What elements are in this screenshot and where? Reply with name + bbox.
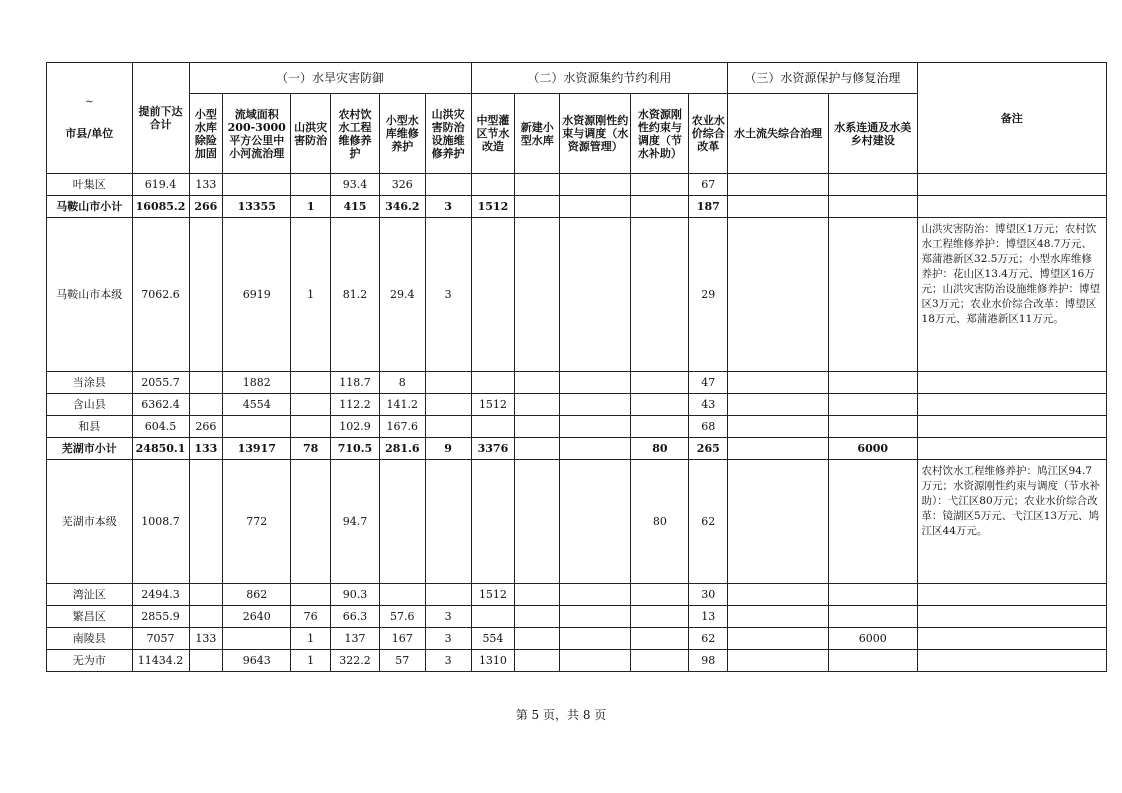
row-value-col-12 bbox=[728, 218, 829, 372]
row-value-col-13 bbox=[828, 196, 917, 218]
row-value-col-4: 102.9 bbox=[331, 416, 380, 438]
row-value-col-7: 3376 bbox=[471, 438, 515, 460]
row-value-col-3 bbox=[291, 174, 331, 196]
row-value-col-11: 13 bbox=[689, 606, 728, 628]
row-unit-name: 芜湖市本级 bbox=[47, 460, 133, 584]
row-value-col-13 bbox=[828, 650, 917, 672]
row-value-col-5: 167 bbox=[379, 628, 425, 650]
row-value-col-12 bbox=[728, 372, 829, 394]
row-value-col-12 bbox=[728, 196, 829, 218]
row-unit-name: 南陵县 bbox=[47, 628, 133, 650]
table-row bbox=[47, 584, 1107, 606]
row-unit-name: 芜湖市小计 bbox=[47, 438, 133, 460]
row-value-col-2 bbox=[223, 174, 291, 196]
row-value-col-1: 266 bbox=[189, 196, 223, 218]
col-header-small-reservoir-maintenance: 小型水库维修养护 bbox=[379, 94, 425, 174]
row-value-col-4: 94.7 bbox=[331, 460, 380, 584]
row-value-col-5: 29.4 bbox=[379, 218, 425, 372]
row-unit-name: 叶集区 bbox=[47, 174, 133, 196]
row-value-col-2: 4554 bbox=[223, 394, 291, 416]
row-value-col-10 bbox=[631, 650, 689, 672]
row-value-col-2: 2640 bbox=[223, 606, 291, 628]
row-value-col-8 bbox=[515, 584, 560, 606]
row-unit-name: 含山县 bbox=[47, 394, 133, 416]
row-total: 1008.7 bbox=[132, 460, 189, 584]
row-value-col-12 bbox=[728, 606, 829, 628]
allocation-table-sheet bbox=[46, 62, 1107, 672]
row-total: 2855.9 bbox=[132, 606, 189, 628]
row-value-col-1: 133 bbox=[189, 628, 223, 650]
group2-header: （二）水资源集约节约利用 bbox=[471, 63, 728, 94]
row-value-col-8 bbox=[515, 218, 560, 372]
col-header-water-saving-subsidy: 水资源刚性约束与调度（节水补助） bbox=[631, 94, 689, 174]
row-value-col-8 bbox=[515, 438, 560, 460]
row-value-col-3 bbox=[291, 584, 331, 606]
row-value-col-10 bbox=[631, 584, 689, 606]
row-total: 619.4 bbox=[132, 174, 189, 196]
row-value-col-7: 1512 bbox=[471, 394, 515, 416]
row-remark bbox=[917, 606, 1106, 628]
row-value-col-8 bbox=[515, 394, 560, 416]
col-header-flood-facility-maintenance: 山洪灾害防治设施维修养护 bbox=[425, 94, 471, 174]
row-value-col-12 bbox=[728, 438, 829, 460]
row-value-col-9 bbox=[560, 394, 631, 416]
row-total: 16085.2 bbox=[132, 196, 189, 218]
row-value-col-13 bbox=[828, 174, 917, 196]
row-value-col-13: 6000 bbox=[828, 438, 917, 460]
row-value-col-9 bbox=[560, 584, 631, 606]
row-value-col-13 bbox=[828, 416, 917, 438]
col-header-small-reservoir-reinforcement: 小型水库除险加固 bbox=[189, 94, 223, 174]
row-value-col-8 bbox=[515, 460, 560, 584]
row-value-col-5: 141.2 bbox=[379, 394, 425, 416]
row-value-col-5 bbox=[379, 584, 425, 606]
subtotal-row bbox=[47, 196, 1107, 218]
table-row bbox=[47, 174, 1107, 196]
row-value-col-9 bbox=[560, 372, 631, 394]
row-value-col-5: 346.2 bbox=[379, 196, 425, 218]
table-body bbox=[47, 174, 1107, 672]
row-total: 24850.1 bbox=[132, 438, 189, 460]
row-value-col-12 bbox=[728, 460, 829, 584]
row-total: 2055.7 bbox=[132, 372, 189, 394]
row-value-col-1 bbox=[189, 394, 223, 416]
row-value-col-2: 862 bbox=[223, 584, 291, 606]
row-value-col-6: 9 bbox=[425, 438, 471, 460]
row-remark bbox=[917, 394, 1106, 416]
row-value-col-9 bbox=[560, 628, 631, 650]
row-value-col-7 bbox=[471, 460, 515, 584]
row-value-col-5 bbox=[379, 460, 425, 584]
row-value-col-1 bbox=[189, 460, 223, 584]
col-header-rural-water-maintenance: 农村饮水工程维修养护 bbox=[331, 94, 380, 174]
row-value-col-11: 29 bbox=[689, 218, 728, 372]
row-value-col-1: 266 bbox=[189, 416, 223, 438]
col-header-flood-prevention: 山洪灾害防治 bbox=[291, 94, 331, 174]
table-row bbox=[47, 606, 1107, 628]
row-value-col-10: 80 bbox=[631, 460, 689, 584]
group3-header: （三）水资源保护与修复治理 bbox=[728, 63, 917, 94]
table-row bbox=[47, 416, 1107, 438]
row-value-col-4: 137 bbox=[331, 628, 380, 650]
row-value-col-7 bbox=[471, 218, 515, 372]
row-value-col-3: 1 bbox=[291, 218, 331, 372]
row-value-col-3 bbox=[291, 416, 331, 438]
col-header-river-governance: 流域面积200-3000平方公里中小河流治理 bbox=[223, 94, 291, 174]
corner-mark: ~ bbox=[85, 97, 94, 108]
row-total: 7057 bbox=[132, 628, 189, 650]
row-value-col-11: 62 bbox=[689, 628, 728, 650]
row-total: 7062.6 bbox=[132, 218, 189, 372]
col-header-irrigation-renovation: 中型灌区节水改造 bbox=[471, 94, 515, 174]
row-remark bbox=[917, 372, 1106, 394]
unit-header bbox=[47, 63, 133, 174]
row-value-col-9 bbox=[560, 438, 631, 460]
row-value-col-3: 1 bbox=[291, 650, 331, 672]
row-value-col-1 bbox=[189, 650, 223, 672]
row-value-col-9 bbox=[560, 606, 631, 628]
row-value-col-6: 3 bbox=[425, 650, 471, 672]
row-value-col-9 bbox=[560, 460, 631, 584]
row-total: 2494.3 bbox=[132, 584, 189, 606]
row-value-col-7: 1310 bbox=[471, 650, 515, 672]
row-value-col-6 bbox=[425, 416, 471, 438]
row-value-col-13: 6000 bbox=[828, 628, 917, 650]
row-value-col-12 bbox=[728, 650, 829, 672]
row-value-col-13 bbox=[828, 606, 917, 628]
row-value-col-4: 90.3 bbox=[331, 584, 380, 606]
row-value-col-8 bbox=[515, 196, 560, 218]
row-value-col-11: 30 bbox=[689, 584, 728, 606]
row-remark bbox=[917, 438, 1106, 460]
row-value-col-2: 13355 bbox=[223, 196, 291, 218]
row-value-col-10 bbox=[631, 372, 689, 394]
row-value-col-13 bbox=[828, 218, 917, 372]
table-header bbox=[47, 63, 1107, 174]
row-value-col-4: 66.3 bbox=[331, 606, 380, 628]
row-value-col-11: 68 bbox=[689, 416, 728, 438]
table-row bbox=[47, 460, 1107, 584]
row-value-col-4: 710.5 bbox=[331, 438, 380, 460]
row-unit-name: 和县 bbox=[47, 416, 133, 438]
col-header-soil-erosion: 水土流失综合治理 bbox=[728, 94, 829, 174]
row-value-col-13 bbox=[828, 394, 917, 416]
row-value-col-13 bbox=[828, 372, 917, 394]
row-remark bbox=[917, 174, 1106, 196]
row-remark bbox=[917, 650, 1106, 672]
row-value-col-1 bbox=[189, 218, 223, 372]
row-remark: 山洪灾害防治：博望区1万元；农村饮水工程维修养护：博望区48.7万元、郑蒲港新区32.5万元；小型水库维修养护：花山区13.4万元、博望区16万元；山洪灾害防治设施维修养护：博望区3万元；农业水价综合改革：博望区18万元、郑蒲港新区11万元。 bbox=[917, 218, 1106, 372]
row-value-col-7 bbox=[471, 416, 515, 438]
row-unit-name: 马鞍山市小计 bbox=[47, 196, 133, 218]
row-value-col-5: 326 bbox=[379, 174, 425, 196]
page-footer: 第 5 页，共 8 页 bbox=[515, 708, 607, 722]
row-value-col-5: 57.6 bbox=[379, 606, 425, 628]
row-value-col-9 bbox=[560, 218, 631, 372]
row-value-col-4: 81.2 bbox=[331, 218, 380, 372]
table-row bbox=[47, 628, 1107, 650]
row-value-col-4: 118.7 bbox=[331, 372, 380, 394]
row-value-col-6 bbox=[425, 584, 471, 606]
row-value-col-2: 13917 bbox=[223, 438, 291, 460]
row-value-col-11: 98 bbox=[689, 650, 728, 672]
row-remark bbox=[917, 196, 1106, 218]
row-value-col-9 bbox=[560, 196, 631, 218]
col-header-water-price-reform: 农业水价综合改革 bbox=[689, 94, 728, 174]
row-value-col-2 bbox=[223, 628, 291, 650]
row-value-col-7: 1512 bbox=[471, 196, 515, 218]
row-value-col-10 bbox=[631, 218, 689, 372]
row-value-col-13 bbox=[828, 460, 917, 584]
unit-header-label: 市县/单位 bbox=[65, 127, 114, 140]
row-value-col-7: 1512 bbox=[471, 584, 515, 606]
col-header-water-resource-management: 水资源刚性约束与调度（水资源管理） bbox=[560, 94, 631, 174]
col-header-new-small-reservoir: 新建小型水库 bbox=[515, 94, 560, 174]
row-value-col-8 bbox=[515, 174, 560, 196]
row-value-col-3: 1 bbox=[291, 196, 331, 218]
row-value-col-10 bbox=[631, 394, 689, 416]
row-value-col-7 bbox=[471, 372, 515, 394]
row-value-col-8 bbox=[515, 416, 560, 438]
row-remark bbox=[917, 416, 1106, 438]
row-remark: 农村饮水工程维修养护：鸠江区94.7万元；水资源刚性约束与调度（节水补助）：弋江区80万元；农业水价综合改革：镜湖区5万元、弋江区13万元、鸠江区44万元。 bbox=[917, 460, 1106, 584]
row-value-col-5: 281.6 bbox=[379, 438, 425, 460]
row-value-col-9 bbox=[560, 416, 631, 438]
row-value-col-6: 3 bbox=[425, 606, 471, 628]
row-value-col-11: 62 bbox=[689, 460, 728, 584]
row-value-col-2: 9643 bbox=[223, 650, 291, 672]
row-remark bbox=[917, 628, 1106, 650]
row-value-col-10 bbox=[631, 174, 689, 196]
row-value-col-5: 8 bbox=[379, 372, 425, 394]
col-header-water-connectivity: 水系连通及水美乡村建设 bbox=[828, 94, 917, 174]
row-value-col-1 bbox=[189, 584, 223, 606]
row-value-col-12 bbox=[728, 416, 829, 438]
row-total: 604.5 bbox=[132, 416, 189, 438]
allocation-table bbox=[46, 62, 1107, 672]
row-value-col-4: 93.4 bbox=[331, 174, 380, 196]
row-value-col-9 bbox=[560, 174, 631, 196]
row-value-col-3 bbox=[291, 372, 331, 394]
row-value-col-10: 80 bbox=[631, 438, 689, 460]
row-value-col-12 bbox=[728, 628, 829, 650]
table-row bbox=[47, 218, 1107, 372]
row-value-col-2: 6919 bbox=[223, 218, 291, 372]
row-value-col-11: 43 bbox=[689, 394, 728, 416]
row-value-col-4: 322.2 bbox=[331, 650, 380, 672]
row-remark bbox=[917, 584, 1106, 606]
row-value-col-4: 112.2 bbox=[331, 394, 380, 416]
row-value-col-3 bbox=[291, 394, 331, 416]
row-value-col-13 bbox=[828, 584, 917, 606]
row-value-col-6 bbox=[425, 460, 471, 584]
row-unit-name: 当涂县 bbox=[47, 372, 133, 394]
row-value-col-3: 76 bbox=[291, 606, 331, 628]
row-value-col-7: 554 bbox=[471, 628, 515, 650]
row-unit-name: 无为市 bbox=[47, 650, 133, 672]
row-value-col-8 bbox=[515, 606, 560, 628]
row-value-col-6: 3 bbox=[425, 196, 471, 218]
row-value-col-10 bbox=[631, 196, 689, 218]
row-value-col-11: 67 bbox=[689, 174, 728, 196]
row-value-col-1: 133 bbox=[189, 174, 223, 196]
row-unit-name: 繁昌区 bbox=[47, 606, 133, 628]
row-value-col-6 bbox=[425, 174, 471, 196]
row-value-col-9 bbox=[560, 650, 631, 672]
row-value-col-6: 3 bbox=[425, 628, 471, 650]
row-value-col-1: 133 bbox=[189, 438, 223, 460]
row-value-col-6: 3 bbox=[425, 218, 471, 372]
row-total: 6362.4 bbox=[132, 394, 189, 416]
row-value-col-12 bbox=[728, 174, 829, 196]
row-value-col-10 bbox=[631, 606, 689, 628]
row-value-col-3: 1 bbox=[291, 628, 331, 650]
total-header: 提前下达合计 bbox=[132, 63, 189, 174]
table-row bbox=[47, 650, 1107, 672]
group1-header: （一）水旱灾害防御 bbox=[189, 63, 471, 94]
row-value-col-12 bbox=[728, 394, 829, 416]
row-value-col-8 bbox=[515, 628, 560, 650]
row-value-col-11: 265 bbox=[689, 438, 728, 460]
table-row bbox=[47, 372, 1107, 394]
row-value-col-2 bbox=[223, 416, 291, 438]
subtotal-row bbox=[47, 438, 1107, 460]
row-value-col-6 bbox=[425, 394, 471, 416]
row-value-col-10 bbox=[631, 416, 689, 438]
table-row bbox=[47, 394, 1107, 416]
row-value-col-11: 47 bbox=[689, 372, 728, 394]
row-value-col-12 bbox=[728, 584, 829, 606]
row-value-col-1 bbox=[189, 606, 223, 628]
row-value-col-10 bbox=[631, 628, 689, 650]
row-value-col-8 bbox=[515, 650, 560, 672]
row-value-col-6 bbox=[425, 372, 471, 394]
row-value-col-3: 78 bbox=[291, 438, 331, 460]
row-value-col-11: 187 bbox=[689, 196, 728, 218]
row-value-col-7 bbox=[471, 606, 515, 628]
row-value-col-1 bbox=[189, 372, 223, 394]
row-value-col-2: 1882 bbox=[223, 372, 291, 394]
row-value-col-2: 772 bbox=[223, 460, 291, 584]
remark-header: 备注 bbox=[917, 63, 1106, 174]
row-value-col-5: 57 bbox=[379, 650, 425, 672]
row-unit-name: 马鞍山市本级 bbox=[47, 218, 133, 372]
row-total: 11434.2 bbox=[132, 650, 189, 672]
row-value-col-8 bbox=[515, 372, 560, 394]
row-value-col-4: 415 bbox=[331, 196, 380, 218]
row-unit-name: 湾沚区 bbox=[47, 584, 133, 606]
row-value-col-7 bbox=[471, 174, 515, 196]
row-value-col-5: 167.6 bbox=[379, 416, 425, 438]
row-value-col-3 bbox=[291, 460, 331, 584]
